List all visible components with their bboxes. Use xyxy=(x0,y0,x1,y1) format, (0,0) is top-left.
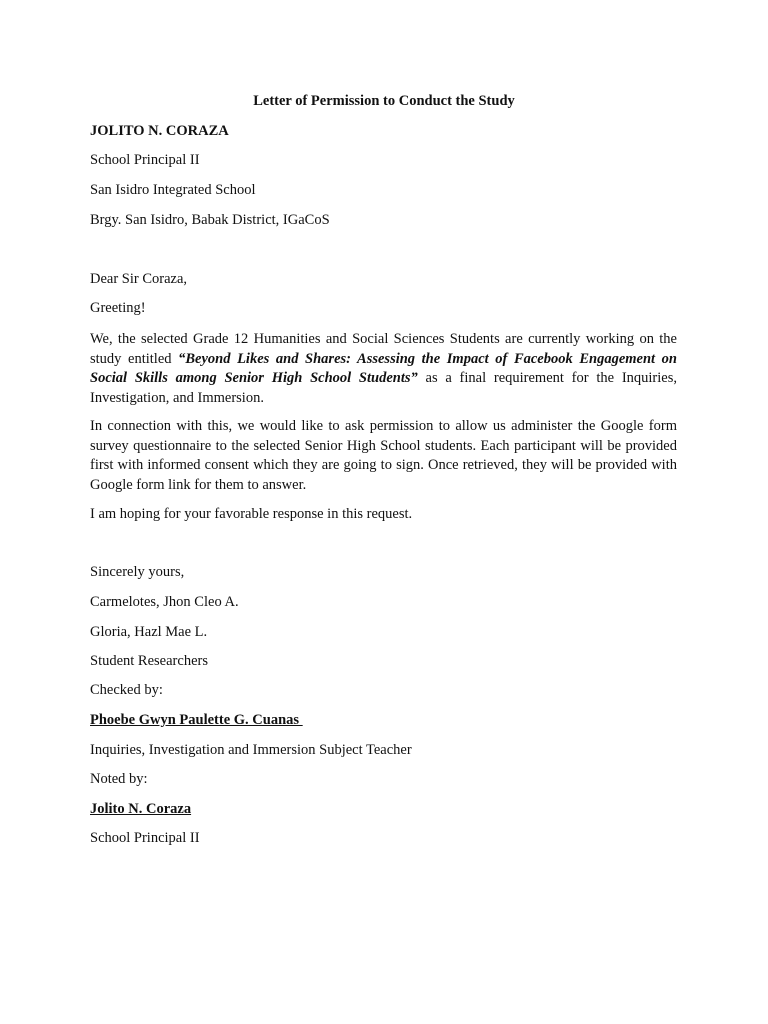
noter-name-text: Jolito N. Coraza xyxy=(90,801,192,817)
checker-name-text: Phoebe Gwyn Paulette G. Cuanas xyxy=(90,712,303,728)
paragraph-study-intro xyxy=(90,330,677,408)
recipient-name: JOLITO N. CORAZA xyxy=(90,123,229,139)
checker-position: Inquiries, Investigation and Immersion Subject Teacher xyxy=(90,742,412,758)
greeting: Greeting! xyxy=(90,300,146,316)
noter-name xyxy=(90,801,677,818)
study-title: “Beyond Likes and Shares: Assessing the Impact of Facebook Engagement on Social Skills among Senior High School Students” xyxy=(90,350,677,386)
paragraph-hope: I am hoping for your favorable response in this request. xyxy=(90,506,413,522)
paragraph-study-intro-before: We, the selected Grade 12 Humanities and Social Sciences Students are currently working on the study entitled xyxy=(90,331,677,367)
researcher-name: Carmelotes, Jhon Cleo A. xyxy=(90,594,239,610)
recipient-address: Brgy. San Isidro, Babak District, IGaCoS xyxy=(90,212,330,228)
checked-by-label: Checked by: xyxy=(90,682,163,698)
paragraph-request: In connection with this, we would like to ask permission to allow us administer the Google form survey questionnaire to the selected Senior High School students. Each participant will be provided first with informed consent which they are going to sign. Once retrieved, they will be provided with Google form link for them to answer. xyxy=(90,418,677,493)
noted-by-label: Noted by: xyxy=(90,771,148,787)
checker-name xyxy=(90,712,677,729)
researchers-role: Student Researchers xyxy=(90,653,208,669)
closing: Sincerely yours, xyxy=(90,564,185,580)
paragraph-study-intro-after: as a final requirement for the Inquiries, Investigation, and Immersion. xyxy=(90,370,677,406)
researcher-name: Gloria, Hazl Mae L. xyxy=(90,624,208,640)
recipient-position: School Principal II xyxy=(90,152,200,168)
letter-title: Letter of Permission to Conduct the Study xyxy=(253,93,515,109)
noter-position: School Principal II xyxy=(90,830,200,846)
salutation: Dear Sir Coraza, xyxy=(90,271,188,287)
recipient-school: San Isidro Integrated School xyxy=(90,182,256,198)
